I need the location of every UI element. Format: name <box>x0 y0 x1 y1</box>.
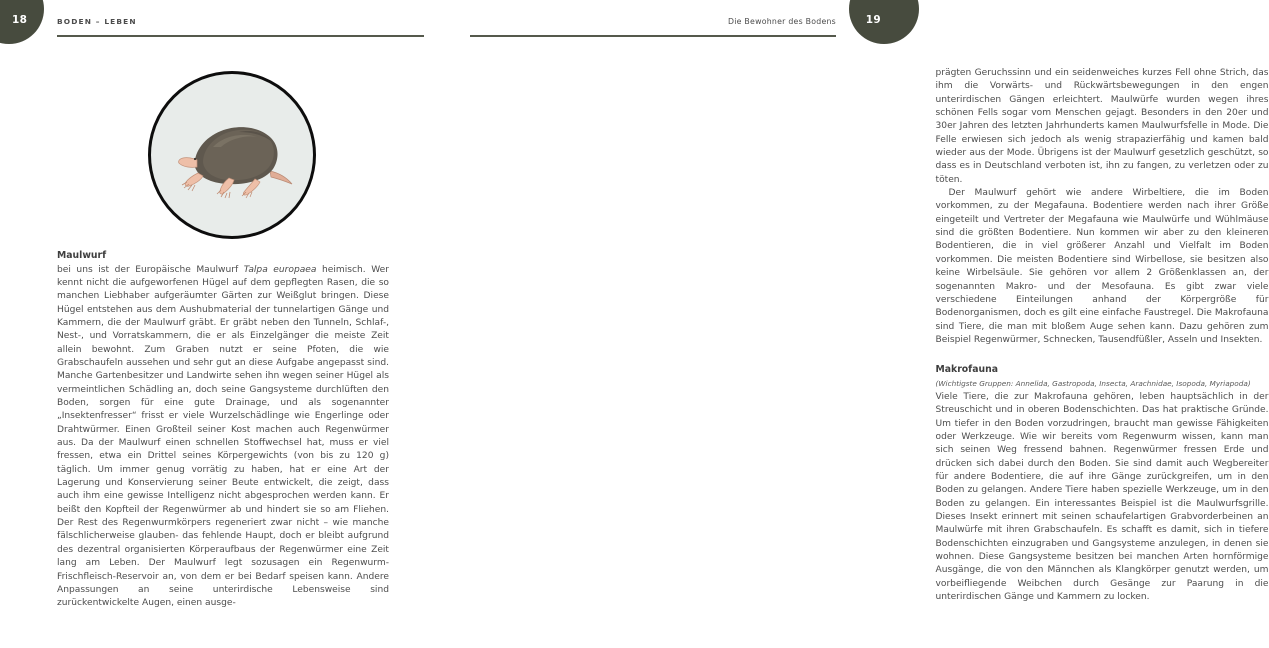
species-name: Talpa europaea <box>243 264 317 275</box>
section-body: Viele Tiere, die zur Makrofauna gehören, leben hauptsächlich in der Streuschicht und in oberen Bodenschichten. Das hat praktische Gründe. Um tiefer in den Boden vorzudringen, braucht man gewisse Fähigkeiten oder Werkzeuge. Wie wir bereits vom Regenwurm wissen, kann man sich seinen Weg fressend bahnen. Regenwürmer fressen Erde und drücken sich dabei durch den Boden. Sie sind damit auch Wegbereiter für andere Bodentiere, die auf ihre Gänge zurückgreifen, um in den Boden zu gelangen. Andere Tiere haben spezielle Werkzeuge, um in den Boden zu gelangen. Ein interessantes Beispiel ist die Maulwurfsgrille. Dieses Insekt erinnert mit seinen schaufelartigen Grabvorderbeinen an Maulwürfe mit ihren Grabschaufeln. Es schafft es damit, sich in tiefere Bodenschichten einzugraben und Gangsysteme anzulegen, in denen sie wohnen. Diese Gangsysteme besitzen bei manchen Arten hornförmige Ausgänge, die von den Männchen als Klangkörper genutzt werden, um vorbeifliegende Weibchen durch Gesänge zur Paarung in die unterirdischen Gänge und Kammern zu locken. <box>935 391 1269 602</box>
left-column <box>57 249 389 611</box>
running-head-left: BODEN – LEBEN <box>57 17 137 26</box>
article-body-rest: heimisch. Wer kennt nicht die aufgeworfenen Hügel auf dem gepflegten Rasen, die so manchen Liebhaber aufgeräumter Gärten zur Weißglut bringen. Diese Hügel entstehen aus dem Aushubmaterial der tunnelartigen Gänge und Kammern, die der Maulwurf gräbt. Er gräbt neben den Tunneln, Schlaf-, Nest-, und Vorratskammern, die er als Einzelgänger die meiste Zeit allein bewohnt. Zum Graben nutzt er seine Pfoten, die wie Grabschaufeln aussehen und sehr gut an diese Aufgabe angepasst sind. Manche Gartenbesitzer und Landwirte sehen ihn wegen seiner Hügel als vermeintlichen Schädling an, doch seine Gangsysteme durchlüften den Boden, sorgen für eine gute Drainage, und als sogenannter „Insektenfresser“ frisst er viele Wurzelschädlinge wie Engerlinge oder Drahtwürmer. Einen Großteil seiner Kost machen auch Regenwürmer aus. Da der Maulwurf einen schnellen Stoffwechsel hat, muss er viel fressen, etwa ein Drittel seines Körpergewichts (von bis zu 120 g) täglich. Um immer genug vorrätig zu haben, hat er eine Art der Lagerung und Konservierung seiner Beute entwickelt, die zeigt, dass auch ihm eine gewisse Intelligenz nicht abgesprochen werden kann. Er beißt den Kopfteil der Regenwürmer ab und hindert sie so am Fliehen. Der Rest des Regenwurmkörpers regeneriert zwar nicht – wie manche fälschlicherweise glauben- das fehlende Haupt, doch er bleibt aufgrund des dezentral organisierten Körperaufbaus der Regenwürmer eine Zeit lang am Leben. Der Maulwurf legt sozusagen ein Regenwurm-Frischfleisch-Reservoir an, von dem er bei Bedarf speisen kann. Andere Anpassungen an seine unterirdische Lebensweise sind zurückentwickelte Augen, einen ausge- <box>57 264 389 609</box>
right-page <box>447 0 1269 648</box>
page-number-badge-right <box>849 0 919 44</box>
left-page <box>0 0 447 648</box>
section-subtitle: (Wichtigste Gruppen: Annelida, Gastropoda, Insecta, Arachnidae, Isopoda, Myriapoda) <box>935 378 1251 388</box>
right-column <box>936 67 1269 604</box>
mole-figure-icon <box>151 74 313 236</box>
mole-illustration <box>148 71 316 239</box>
header-rule-right <box>470 35 837 37</box>
article-body <box>57 264 389 611</box>
article-heading: Maulwurf <box>57 250 107 261</box>
paragraph-megafauna: Der Maulwurf gehört wie andere Wirbeltiere, die im Boden vorkommen, zu der Megafauna. Bodentiere werden nach ihrer Größe eingeteilt und Vertreter der Megafauna wie Maulwürfe und Wühlmäuse sind die größten Bodentiere. Nun kommen wir aber zu den kleineren Bodentieren, die in viel größerer Anzahl und Vielfalt im Boden vorkommen. Die meisten Bodentiere sind Wirbellose, sie besitzen also keine Wirbelsäule. Sie gehören vor allem 2 Größenklassen an, der sogenannten Makro- und der Mesofauna. Es gibt zwar viele verschiedene Einteilungen anhand der Körpergröße für Bodenorganismen, doch es gilt eine einfache Faustregel. Die Makrofauna sind Tiere, die man mit bloßem Auge sehen kann. Dazu gehören zum Beispiel Regenwürmer, Schnecken, Tausendfüßler, Asseln und Insekten. <box>935 188 1269 345</box>
page-number-right: 19 <box>865 14 881 26</box>
header-rule-left <box>57 35 424 37</box>
illustration-frame <box>148 71 316 239</box>
page-number-badge-left <box>0 0 44 44</box>
running-head-right: Die Bewohner des Bodens <box>727 17 836 26</box>
page-number-left: 18 <box>12 14 28 26</box>
paragraph-continued: prägten Geruchssinn und ein seidenweiches kurzes Fell ohne Strich, das ihm die Vorwärts- und Rückwärtsbewegungen in den engen unterirdischen Gängen erleichtert. Maulwürfe wurden wegen ihres schönen Fells sogar vom Menschen gejagt. Besonders in den 20er und 30er Jahren des letzten Jahrhunderts kamen Maulwurfsfelle in Mode. Die Felle erwiesen sich jedoch als wenig strapazierfähig und kamen bald wieder aus der Mode. Übrigens ist der Maulwurf gesetzlich geschützt, so dass es in Deutschland verboten ist, ihn zu fangen, zu verletzen oder zu töten. <box>935 68 1269 185</box>
section-heading: Makrofauna <box>935 364 999 376</box>
article-body-lead: bei uns ist der Europäische Maulwurf <box>57 264 244 275</box>
